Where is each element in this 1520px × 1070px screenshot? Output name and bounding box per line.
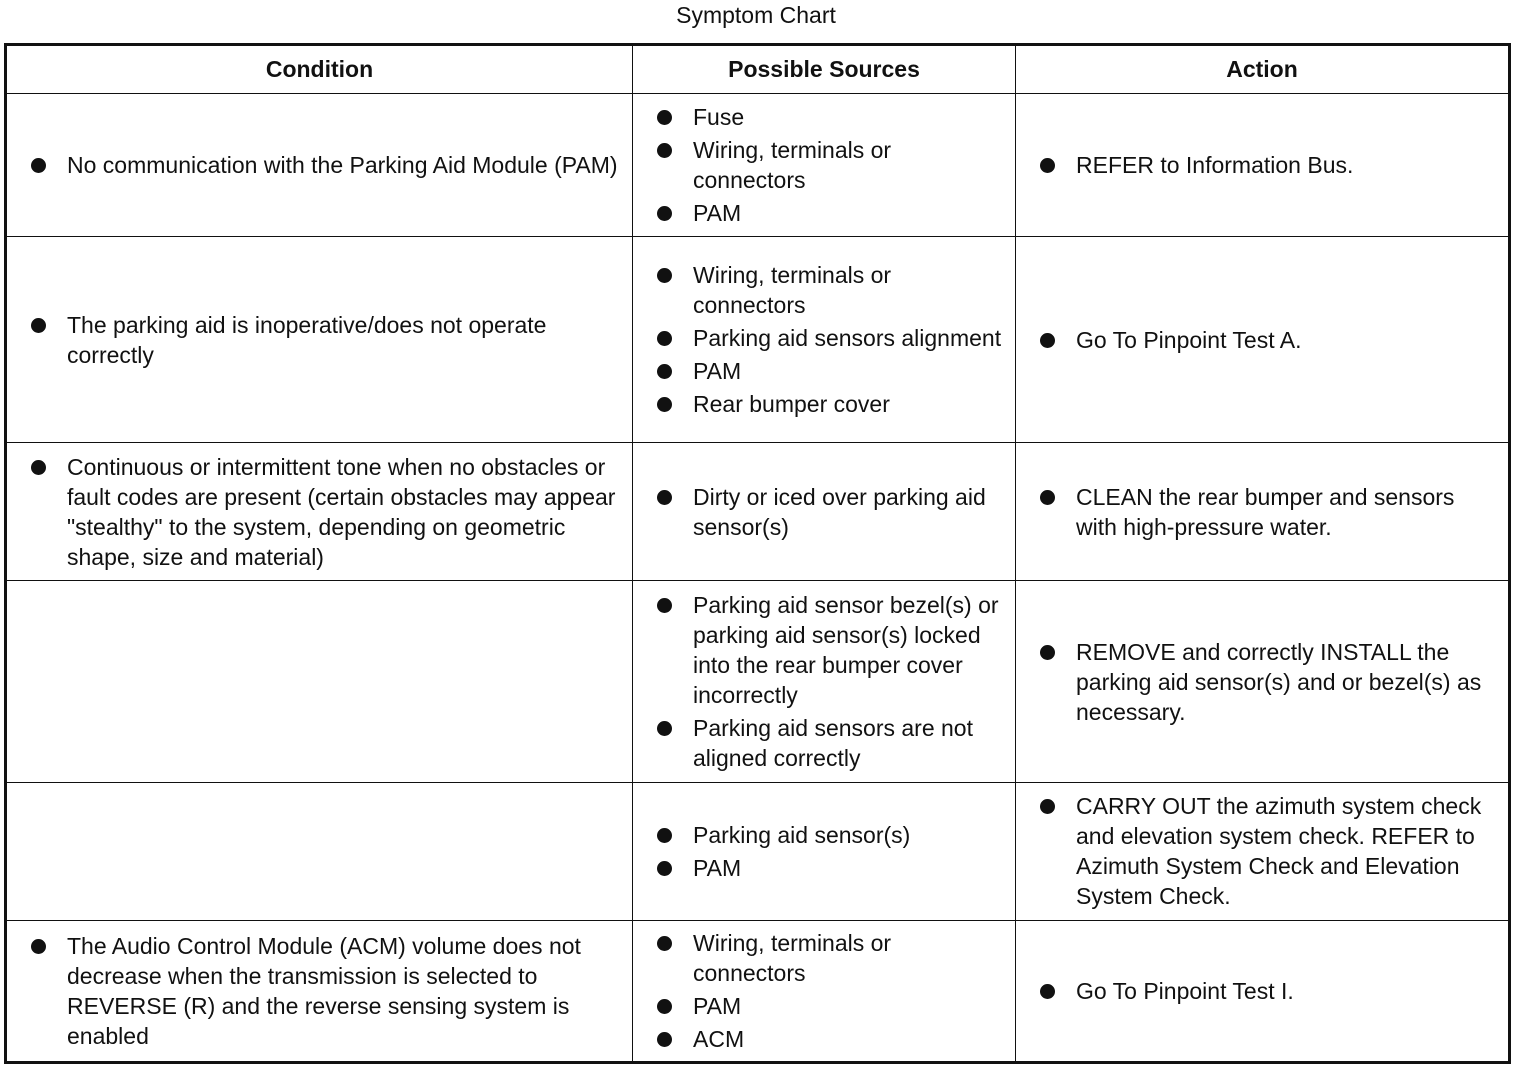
list-item [657, 1024, 1007, 1054]
list-item [31, 150, 624, 180]
list-item-text: PAM [693, 992, 742, 1019]
list-item-text: The parking aid is inoperative/does not operate correctly [67, 311, 547, 368]
bullet-list [657, 260, 1007, 419]
bullet-icon [31, 318, 46, 333]
list-item [657, 323, 1007, 353]
list-item [657, 928, 1007, 988]
condition-cell [6, 443, 633, 581]
condition-cell [6, 782, 633, 920]
list-item [657, 590, 1007, 710]
page-title: Symptom Chart [676, 2, 836, 28]
bullet-icon [657, 206, 672, 221]
bullet-icon [657, 331, 672, 346]
possible-sources-cell [633, 94, 1016, 237]
list-item-text: No communication with the Parking Aid Module (PAM) [67, 152, 618, 179]
bullet-list [1040, 791, 1500, 911]
list-item-text: REMOVE and correctly INSTALL the parking aid sensor(s) and or bezel(s) as necessary. [1076, 638, 1482, 725]
header-action: Action [1016, 45, 1510, 94]
list-item [657, 198, 1007, 228]
list-item-text: Parking aid sensor(s) [693, 821, 911, 848]
list-item-text: PAM [693, 358, 742, 385]
list-item [657, 713, 1007, 773]
list-item [657, 482, 1007, 542]
possible-sources-cell [633, 581, 1016, 782]
list-item [657, 135, 1007, 195]
list-item-text: CLEAN the rear bumper and sensors with high-pressure water. [1076, 483, 1455, 540]
bullet-icon [1040, 158, 1055, 173]
list-item [1040, 976, 1500, 1006]
list-item-text: Dirty or iced over parking aid sensor(s) [693, 483, 986, 540]
condition-cell [6, 94, 633, 237]
list-item [657, 260, 1007, 320]
list-item-text: The Audio Control Module (ACM) volume does not decrease when the transmission is selected to REVERSE (R) and the reverse sensing system is enabled [67, 932, 581, 1049]
bullet-list [1040, 637, 1500, 727]
bullet-icon [657, 364, 672, 379]
bullet-list [31, 150, 624, 180]
list-item-text: Continuous or intermittent tone when no obstacles or fault codes are present (certain obstacles may appear "stealthy" to the system, depending on geometric shape, size and material) [67, 453, 616, 570]
condition-cell [6, 581, 633, 782]
list-item-text: ACM [693, 1025, 745, 1052]
list-item [31, 452, 624, 572]
list-item-text: Wiring, terminals or connectors [693, 137, 892, 194]
list-item [31, 931, 624, 1051]
condition-cell [6, 920, 633, 1062]
list-item [657, 853, 1007, 883]
list-item-text: PAM [693, 854, 742, 881]
list-item-text: Fuse [693, 104, 745, 131]
list-item [1040, 791, 1500, 911]
header-row [6, 45, 1510, 94]
bullet-list [1040, 150, 1500, 180]
list-item [1040, 325, 1500, 355]
header-possible-sources: Possible Sources [633, 45, 1016, 94]
bullet-list [657, 928, 1007, 1054]
action-cell [1016, 782, 1510, 920]
table-row [6, 920, 1510, 1062]
bullet-list [657, 820, 1007, 883]
list-item-text: Go To Pinpoint Test A. [1076, 326, 1302, 353]
bullet-list [1040, 482, 1500, 542]
list-item-text: CARRY OUT the azimuth system check and elevation system check. REFER to Azimuth System Check and Elevation System Check. [1076, 793, 1482, 910]
list-item-text: REFER to Information Bus. [1076, 152, 1354, 179]
table-row [6, 237, 1510, 443]
bullet-list [31, 931, 624, 1051]
bullet-icon [31, 460, 46, 475]
list-item [1040, 637, 1500, 727]
bullet-icon [1040, 799, 1055, 814]
bullet-icon [657, 721, 672, 736]
bullet-icon [1040, 333, 1055, 348]
table-row [6, 782, 1510, 920]
action-cell [1016, 920, 1510, 1062]
list-item [657, 389, 1007, 419]
bullet-icon [657, 397, 672, 412]
action-cell [1016, 581, 1510, 782]
bullet-list [31, 310, 624, 370]
possible-sources-cell [633, 782, 1016, 920]
possible-sources-cell [633, 443, 1016, 581]
bullet-list [1040, 976, 1500, 1006]
bullet-list [31, 452, 624, 572]
bullet-icon [657, 999, 672, 1014]
list-item-text: Parking aid sensor bezel(s) or parking aid sensor(s) locked into the rear bumper cover incorrectly [693, 592, 999, 709]
bullet-icon [657, 598, 672, 613]
bullet-icon [657, 861, 672, 876]
table-row [6, 581, 1510, 782]
list-item [1040, 150, 1500, 180]
bullet-icon [1040, 645, 1055, 660]
possible-sources-cell [633, 237, 1016, 443]
bullet-list [657, 482, 1007, 542]
list-item [657, 356, 1007, 386]
bullet-icon [657, 936, 672, 951]
symptom-table [4, 43, 1511, 1064]
bullet-icon [657, 110, 672, 125]
list-item-text: PAM [693, 200, 742, 227]
bullet-icon [657, 268, 672, 283]
list-item [657, 991, 1007, 1021]
action-cell [1016, 94, 1510, 237]
list-item-text: Wiring, terminals or connectors [693, 929, 892, 986]
bullet-list [1040, 325, 1500, 355]
list-item-text: Parking aid sensors are not aligned correctly [693, 715, 973, 772]
possible-sources-cell [633, 920, 1016, 1062]
table-row [6, 443, 1510, 581]
list-item [657, 102, 1007, 132]
bullet-icon [1040, 490, 1055, 505]
table-row [6, 94, 1510, 237]
list-item-text: Go To Pinpoint Test I. [1076, 977, 1294, 1004]
table-body [6, 94, 1510, 1063]
list-item-text: Rear bumper cover [693, 391, 890, 418]
list-item [1040, 482, 1500, 542]
bullet-icon [31, 158, 46, 173]
condition-cell [6, 237, 633, 443]
action-cell [1016, 237, 1510, 443]
list-item-text: Parking aid sensors alignment [693, 325, 1002, 352]
bullet-icon [657, 490, 672, 505]
list-item [657, 820, 1007, 850]
bullet-icon [31, 939, 46, 954]
header-condition: Condition [6, 45, 633, 94]
bullet-list [657, 102, 1007, 228]
bullet-icon [657, 1032, 672, 1047]
bullet-icon [657, 828, 672, 843]
bullet-icon [1040, 984, 1055, 999]
action-cell [1016, 443, 1510, 581]
bullet-icon [657, 143, 672, 158]
bullet-list [657, 590, 1007, 773]
list-item-text: Wiring, terminals or connectors [693, 262, 892, 319]
list-item [31, 310, 624, 370]
